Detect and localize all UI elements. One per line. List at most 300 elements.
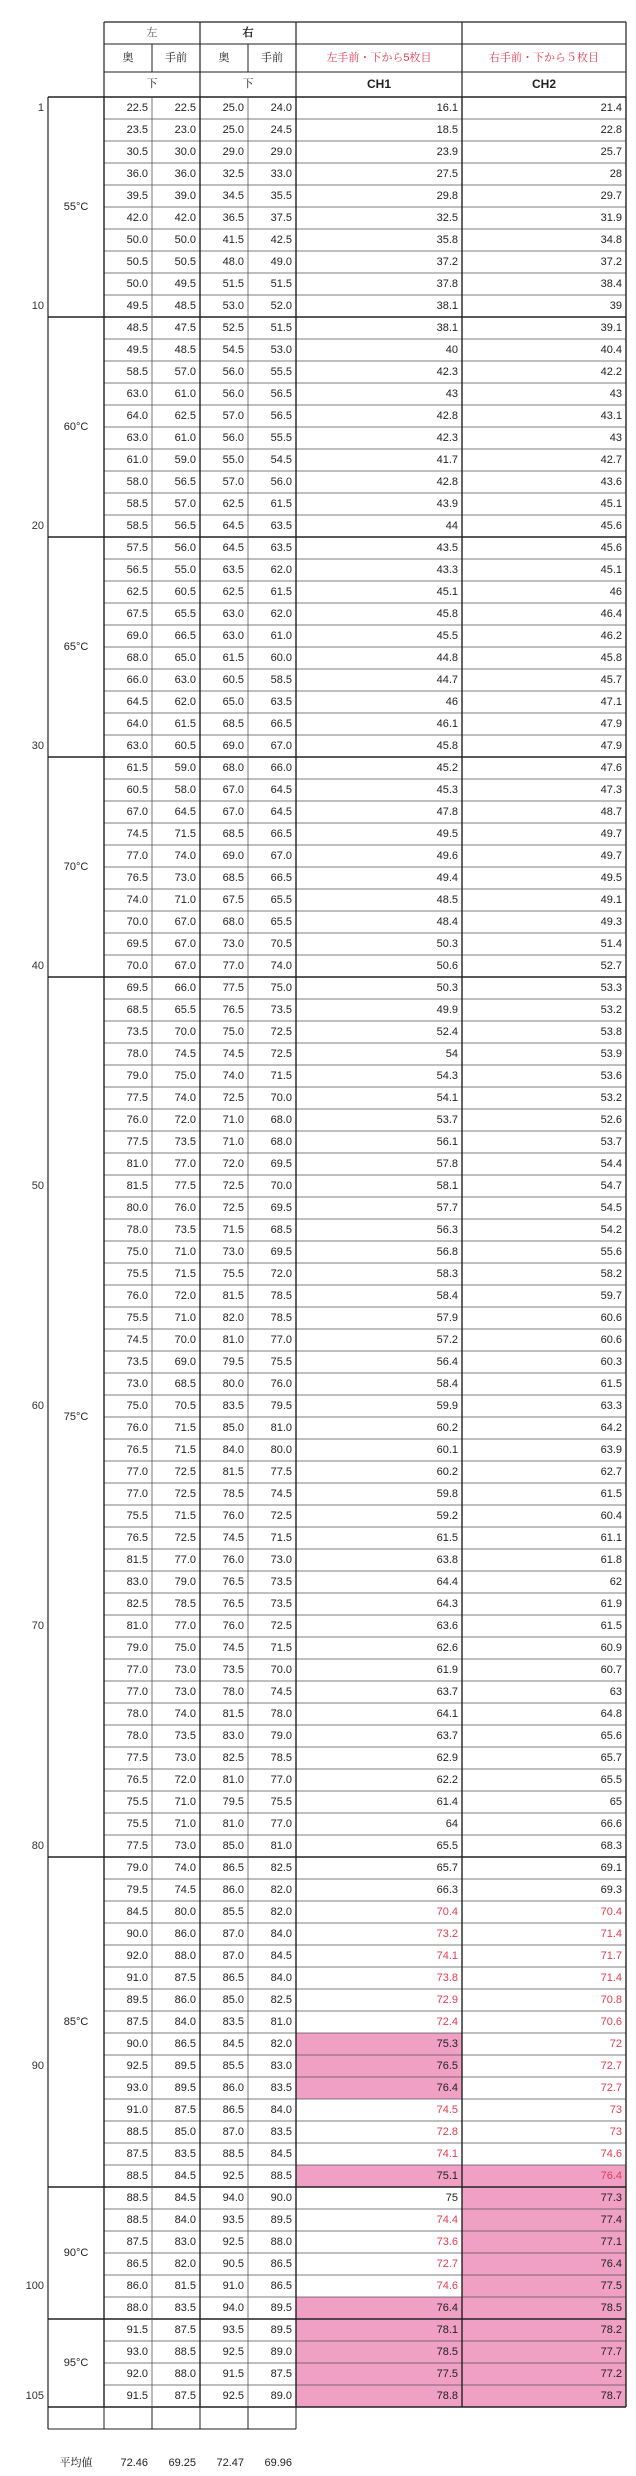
right-lower-label: 下 — [242, 78, 254, 90]
left-back-cell: 64.0 — [126, 718, 148, 730]
left-back-cell: 88.5 — [126, 2126, 148, 2138]
left-front-cell: 42.0 — [174, 212, 196, 224]
ch1-cell: 61.9 — [436, 1664, 458, 1676]
ch2-cell: 45.6 — [600, 520, 622, 532]
right-front-cell: 87.5 — [270, 2368, 292, 2380]
left-front-cell: 73.0 — [174, 1664, 196, 1676]
right-back-cell: 85.0 — [222, 1422, 244, 1434]
left-front-cell: 71.5 — [174, 828, 196, 840]
ch2-cell: 31.9 — [600, 212, 622, 224]
left-desc-label: 左手前・下から5枚目 — [326, 52, 432, 64]
left-front-cell: 75.0 — [174, 1642, 196, 1654]
ch1-cell: 57.7 — [436, 1202, 458, 1214]
right-front-cell: 84.5 — [270, 1950, 292, 1962]
right-front-cell: 81.0 — [270, 1422, 292, 1434]
left-back-cell: 50.0 — [126, 234, 148, 246]
right-back-cell: 93.5 — [222, 2324, 244, 2336]
right-back-cell: 88.5 — [222, 2148, 244, 2160]
right-back-cell: 72.5 — [222, 1092, 244, 1104]
left-back-cell: 36.0 — [126, 168, 148, 180]
left-front-cell: 70.5 — [174, 1400, 196, 1412]
left-back-cell: 76.0 — [126, 1422, 148, 1434]
ch2-cell: 54.7 — [600, 1180, 622, 1192]
average-left-front: 69.25 — [168, 2457, 196, 2469]
left-front-cell: 49.5 — [174, 278, 196, 290]
left-front-cell: 62.5 — [174, 410, 196, 422]
left-back-cell: 70.0 — [126, 916, 148, 928]
ch1-cell: 58.3 — [436, 1268, 458, 1280]
ch1-cell: 57.2 — [436, 1334, 458, 1346]
right-back-cell: 32.5 — [222, 168, 244, 180]
right-front-cell: 82.0 — [270, 1906, 292, 1918]
left-front-cell: 50.5 — [174, 256, 196, 268]
left-back-cell: 78.0 — [126, 1730, 148, 1742]
right-front-cell: 66.5 — [270, 718, 292, 730]
left-back-cell: 81.5 — [126, 1554, 148, 1566]
left-front-cell: 84.5 — [174, 2170, 196, 2182]
left-front-cell: 59.0 — [174, 454, 196, 466]
left-front-cell: 83.5 — [174, 2302, 196, 2314]
left-back-cell: 69.0 — [126, 630, 148, 642]
right-front-cell: 81.0 — [270, 1840, 292, 1852]
row-number: 80 — [31, 1840, 44, 1852]
left-front-cell: 71.5 — [174, 1444, 196, 1456]
left-back-cell: 78.0 — [126, 1224, 148, 1236]
ch2-cell: 70.4 — [600, 1906, 622, 1918]
left-back-cell: 42.0 — [126, 212, 148, 224]
ch1-cell: 16.1 — [436, 102, 458, 114]
left-back-cell: 90.0 — [126, 1928, 148, 1940]
ch2-cell: 62.7 — [600, 1466, 622, 1478]
ch2-cell: 53.8 — [600, 1026, 622, 1038]
ch1-cell: 60.1 — [436, 1444, 458, 1456]
ch2-cell: 77.3 — [462, 2187, 626, 2209]
left-back-cell: 69.5 — [126, 938, 148, 950]
ch1-cell: 61.4 — [436, 1796, 458, 1808]
left-front-cell: 86.0 — [174, 1994, 196, 2006]
ch1-cell: 77.5 — [296, 2363, 462, 2385]
ch2-cell: 78.7 — [462, 2385, 626, 2407]
left-front-cell: 61.5 — [174, 718, 196, 730]
right-back-cell: 74.0 — [222, 1070, 244, 1082]
ch1-cell: 74.1 — [436, 2148, 458, 2160]
right-label: 右 — [242, 27, 254, 39]
right-front-cell: 81.0 — [270, 2016, 292, 2028]
right-front-cell: 90.0 — [270, 2192, 292, 2204]
left-front-cell: 79.0 — [174, 1576, 196, 1588]
left-back-cell: 75.5 — [126, 1510, 148, 1522]
left-front-cell: 71.5 — [174, 1510, 196, 1522]
left-front-cell: 56.0 — [174, 542, 196, 554]
ch2-cell: 45.1 — [600, 498, 622, 510]
left-front-cell: 57.0 — [174, 498, 196, 510]
ch2-cell: 76.4 — [462, 2253, 626, 2275]
ch1-cell: 43.3 — [436, 564, 458, 576]
left-front-cell: 87.5 — [174, 1972, 196, 1984]
right-back-cell: 74.5 — [222, 1048, 244, 1060]
ch1-cell: 78.5 — [296, 2341, 462, 2363]
ch2-cell: 60.6 — [600, 1312, 622, 1324]
right-front-cell: 72.5 — [270, 1026, 292, 1038]
ch1-cell: 61.5 — [436, 1532, 458, 1544]
temperature-group-label: 70°C — [63, 861, 89, 873]
ch2-cell: 43 — [609, 388, 622, 400]
left-back-cell: 75.5 — [126, 1818, 148, 1830]
ch2-cell: 73 — [609, 2104, 622, 2116]
left-front-cell: 55.0 — [174, 564, 196, 576]
right-front-cell: 62.0 — [270, 564, 292, 576]
right-front-cell: 58.5 — [270, 674, 292, 686]
ch2-cell: 71.4 — [600, 1928, 622, 1940]
right-front-cell: 56.0 — [270, 476, 292, 488]
ch1-cell: 37.2 — [436, 256, 458, 268]
ch2-cell: 53.6 — [600, 1070, 622, 1082]
right-front-cell: 74.5 — [270, 1488, 292, 1500]
temperature-group-label: 90°C — [63, 2247, 89, 2259]
left-back-cell: 70.0 — [126, 960, 148, 972]
ch1-cell: 56.8 — [436, 1246, 458, 1258]
right-front-cell: 42.5 — [270, 234, 292, 246]
right-front-cell: 73.0 — [270, 1554, 292, 1566]
ch2-cell: 40.4 — [600, 344, 622, 356]
ch2-cell: 21.4 — [600, 102, 622, 114]
ch2-cell: 49.3 — [600, 916, 622, 928]
left-front-cell: 80.0 — [174, 1906, 196, 1918]
ch2-cell: 62 — [609, 1576, 622, 1588]
right-front-label: 手前 — [261, 52, 283, 64]
left-back-cell: 77.0 — [126, 1488, 148, 1500]
ch1-cell: 65.7 — [436, 1862, 458, 1874]
left-back-cell: 74.5 — [126, 828, 148, 840]
left-back-cell: 91.0 — [126, 2104, 148, 2116]
right-front-cell: 82.0 — [270, 2038, 292, 2050]
right-back-cell: 85.5 — [222, 2060, 244, 2072]
ch2-cell: 53.2 — [600, 1092, 622, 1104]
right-front-cell: 54.5 — [270, 454, 292, 466]
left-front-cell: 62.0 — [174, 696, 196, 708]
ch1-cell: 37.8 — [436, 278, 458, 290]
right-back-cell: 85.0 — [222, 1994, 244, 2006]
left-front-cell: 71.0 — [174, 1818, 196, 1830]
right-back-cell: 71.0 — [222, 1136, 244, 1148]
ch1-cell: 47.8 — [436, 806, 458, 818]
ch2-cell: 60.9 — [600, 1642, 622, 1654]
left-back-cell: 73.5 — [126, 1026, 148, 1038]
left-front-label: 手前 — [165, 52, 187, 64]
left-front-cell: 77.0 — [174, 1158, 196, 1170]
left-back-cell: 68.5 — [126, 1004, 148, 1016]
ch1-cell: 58.1 — [436, 1180, 458, 1192]
left-back-cell: 93.0 — [126, 2346, 148, 2358]
ch1-cell: 59.8 — [436, 1488, 458, 1500]
right-front-cell: 79.0 — [270, 1730, 292, 1742]
left-back-cell: 86.0 — [126, 2280, 148, 2292]
average-label: 平均値 — [59, 2457, 93, 2469]
right-front-cell: 69.5 — [270, 1246, 292, 1258]
right-front-cell: 84.0 — [270, 1972, 292, 1984]
right-front-cell: 88.0 — [270, 2236, 292, 2248]
left-back-cell: 88.0 — [126, 2302, 148, 2314]
left-back-cell: 75.5 — [126, 1268, 148, 1280]
ch1-cell: 35.8 — [436, 234, 458, 246]
right-front-cell: 51.5 — [270, 322, 292, 334]
left-back-cell: 81.5 — [126, 1180, 148, 1192]
ch2-cell: 76.4 — [462, 2165, 626, 2187]
left-front-cell: 84.0 — [174, 2016, 196, 2028]
ch1-cell: 57.8 — [436, 1158, 458, 1170]
right-back-cell: 71.5 — [222, 1224, 244, 1236]
ch1-cell: 64.4 — [436, 1576, 458, 1588]
left-front-cell: 83.5 — [174, 2148, 196, 2160]
left-back-cell: 79.0 — [126, 1862, 148, 1874]
ch1-cell: 72.7 — [436, 2258, 458, 2270]
right-front-cell: 51.5 — [270, 278, 292, 290]
right-front-cell: 63.5 — [270, 696, 292, 708]
ch1-cell: 74.1 — [436, 1950, 458, 1962]
right-front-cell: 89.5 — [270, 2324, 292, 2336]
right-front-cell: 77.0 — [270, 1774, 292, 1786]
right-front-cell: 49.0 — [270, 256, 292, 268]
right-front-cell: 68.5 — [270, 1224, 292, 1236]
row-number: 70 — [31, 1620, 44, 1632]
ch2-cell: 72.7 — [600, 2082, 622, 2094]
right-front-cell: 84.0 — [270, 1928, 292, 1940]
right-front-cell: 70.0 — [270, 1180, 292, 1192]
right-back-label: 奥 — [218, 52, 230, 64]
left-back-cell: 76.0 — [126, 1114, 148, 1126]
ch1-cell: 45.3 — [436, 784, 458, 796]
left-front-cell: 60.5 — [174, 586, 196, 598]
right-back-cell: 74.5 — [222, 1642, 244, 1654]
left-back-cell: 75.5 — [126, 1312, 148, 1324]
left-back-cell: 83.0 — [126, 1576, 148, 1588]
right-desc-label: 右手前・下から５枚目 — [489, 52, 599, 64]
ch2-cell: 53.9 — [600, 1048, 622, 1060]
ch2-cell: 51.4 — [600, 938, 622, 950]
right-front-cell: 75.5 — [270, 1356, 292, 1368]
left-back-cell: 67.0 — [126, 806, 148, 818]
left-back-cell: 76.0 — [126, 1290, 148, 1302]
ch1-cell: 75 — [445, 2192, 458, 2204]
ch2-cell: 49.1 — [600, 894, 622, 906]
right-front-cell: 75.5 — [270, 1796, 292, 1808]
average-left-back: 72.46 — [120, 2457, 148, 2469]
right-back-cell: 81.0 — [222, 1774, 244, 1786]
right-back-cell: 84.5 — [222, 2038, 244, 2050]
right-back-cell: 54.5 — [222, 344, 244, 356]
right-front-cell: 76.0 — [270, 1378, 292, 1390]
right-back-cell: 25.0 — [222, 124, 244, 136]
right-front-cell: 79.5 — [270, 1400, 292, 1412]
left-front-cell: 84.5 — [174, 2192, 196, 2204]
right-back-cell: 76.0 — [222, 1554, 244, 1566]
ch1-cell: 60.2 — [436, 1466, 458, 1478]
right-back-cell: 55.0 — [222, 454, 244, 466]
left-front-cell: 86.0 — [174, 1928, 196, 1940]
row-number: 20 — [31, 520, 44, 532]
right-back-cell: 87.0 — [222, 1928, 244, 1940]
right-front-cell: 24.5 — [270, 124, 292, 136]
ch2-cell: 64.8 — [600, 1708, 622, 1720]
ch1-cell: 44 — [445, 520, 458, 532]
right-back-cell: 92.5 — [222, 2236, 244, 2248]
right-back-cell: 64.5 — [222, 542, 244, 554]
temperature-group-label: 65°C — [63, 641, 89, 653]
left-front-cell: 48.5 — [174, 344, 196, 356]
row-number: 30 — [31, 740, 44, 752]
row-number: 100 — [25, 2280, 44, 2292]
left-front-cell: 57.0 — [174, 366, 196, 378]
ch2-cell: 64.2 — [600, 1422, 622, 1434]
ch1-cell: 50.6 — [436, 960, 458, 972]
left-front-cell: 78.5 — [174, 1598, 196, 1610]
left-back-cell: 91.5 — [126, 2390, 148, 2402]
left-back-cell: 75.5 — [126, 1796, 148, 1808]
ch2-cell: 45.8 — [600, 652, 622, 664]
left-back-cell: 67.5 — [126, 608, 148, 620]
right-back-cell: 75.0 — [222, 1026, 244, 1038]
left-back-cell: 87.5 — [126, 2148, 148, 2160]
ch2-cell: 72 — [609, 2038, 622, 2050]
left-front-cell: 73.5 — [174, 1136, 196, 1148]
ch2-cell: 65.6 — [600, 1730, 622, 1742]
left-front-cell: 82.0 — [174, 2258, 196, 2270]
left-back-cell: 79.5 — [126, 1884, 148, 1896]
ch1-cell: 45.2 — [436, 762, 458, 774]
right-back-cell: 62.5 — [222, 498, 244, 510]
left-back-cell: 48.5 — [126, 322, 148, 334]
left-front-cell: 71.5 — [174, 1422, 196, 1434]
right-front-cell: 61.5 — [270, 586, 292, 598]
right-front-cell: 83.5 — [270, 2126, 292, 2138]
left-back-cell: 92.0 — [126, 2368, 148, 2380]
ch1-cell: 42.3 — [436, 366, 458, 378]
ch1-cell: 64.1 — [436, 1708, 458, 1720]
right-back-cell: 82.0 — [222, 1312, 244, 1324]
left-front-cell: 73.0 — [174, 872, 196, 884]
left-front-cell: 69.0 — [174, 1356, 196, 1368]
ch1-cell: 73.6 — [436, 2236, 458, 2248]
row-number: 1 — [37, 102, 44, 114]
right-back-cell: 94.0 — [222, 2302, 244, 2314]
left-front-cell: 64.5 — [174, 806, 196, 818]
left-back-cell: 76.5 — [126, 1532, 148, 1544]
left-front-cell: 70.0 — [174, 1334, 196, 1346]
ch1-cell: 76.5 — [296, 2055, 462, 2077]
right-front-cell: 83.5 — [270, 2082, 292, 2094]
right-back-cell: 94.0 — [222, 2192, 244, 2204]
temperature-group-label: 55°C — [63, 201, 89, 213]
ch2-cell: 22.8 — [600, 124, 622, 136]
right-back-cell: 56.0 — [222, 366, 244, 378]
right-back-cell: 92.5 — [222, 2390, 244, 2402]
left-front-cell: 59.0 — [174, 762, 196, 774]
right-back-cell: 86.5 — [222, 2104, 244, 2116]
ch1-cell: 63.6 — [436, 1620, 458, 1632]
ch1-cell: 58.4 — [436, 1378, 458, 1390]
left-front-cell: 23.0 — [174, 124, 196, 136]
left-back-cell: 87.5 — [126, 2236, 148, 2248]
ch2-cell: 69.1 — [600, 1862, 622, 1874]
right-back-cell: 81.5 — [222, 1708, 244, 1720]
right-back-cell: 65.0 — [222, 696, 244, 708]
ch1-cell: 49.4 — [436, 872, 458, 884]
left-front-cell: 65.0 — [174, 652, 196, 664]
ch2-cell: 60.3 — [600, 1356, 622, 1368]
right-front-cell: 75.0 — [270, 982, 292, 994]
left-back-cell: 50.5 — [126, 256, 148, 268]
ch2-cell: 61.5 — [600, 1620, 622, 1632]
right-back-cell: 67.0 — [222, 806, 244, 818]
right-back-cell: 85.5 — [222, 1906, 244, 1918]
left-back-cell: 80.0 — [126, 1202, 148, 1214]
right-back-cell: 61.5 — [222, 652, 244, 664]
ch1-cell: 56.3 — [436, 1224, 458, 1236]
left-front-cell: 22.5 — [174, 102, 196, 114]
ch2-cell: 34.8 — [600, 234, 622, 246]
right-front-cell: 66.5 — [270, 872, 292, 884]
left-back-cell: 75.0 — [126, 1400, 148, 1412]
ch1-cell: 44.7 — [436, 674, 458, 686]
right-front-cell: 24.0 — [270, 102, 292, 114]
right-back-cell: 80.0 — [222, 1378, 244, 1390]
left-front-cell: 65.5 — [174, 608, 196, 620]
ch2-cell: 53.3 — [600, 982, 622, 994]
left-front-cell: 73.5 — [174, 1730, 196, 1742]
right-front-cell: 73.5 — [270, 1598, 292, 1610]
left-front-cell: 74.0 — [174, 850, 196, 862]
right-back-cell: 68.0 — [222, 762, 244, 774]
ch2-cell: 77.1 — [462, 2231, 626, 2253]
ch1-cell: 56.4 — [436, 1356, 458, 1368]
ch2-cell: 43.6 — [600, 476, 622, 488]
right-back-cell: 87.0 — [222, 2126, 244, 2138]
right-back-cell: 81.0 — [222, 1818, 244, 1830]
ch1-cell: 43.9 — [436, 498, 458, 510]
left-back-cell: 73.5 — [126, 1356, 148, 1368]
left-back-cell: 64.0 — [126, 410, 148, 422]
right-front-cell: 71.5 — [270, 1642, 292, 1654]
left-back-cell: 77.0 — [126, 850, 148, 862]
ch1-cell: 62.9 — [436, 1752, 458, 1764]
left-front-cell: 63.0 — [174, 674, 196, 686]
row-number: 50 — [31, 1180, 44, 1192]
ch1-header: CH1 — [366, 77, 391, 91]
left-front-cell: 68.5 — [174, 1378, 196, 1390]
ch1-cell: 54.1 — [436, 1092, 458, 1104]
left-back-cell: 23.5 — [126, 124, 148, 136]
ch1-cell: 44.8 — [436, 652, 458, 664]
right-back-cell: 48.0 — [222, 256, 244, 268]
left-front-cell: 67.0 — [174, 960, 196, 972]
right-front-cell: 78.5 — [270, 1312, 292, 1324]
row-number: 10 — [31, 300, 44, 312]
ch1-cell: 42.8 — [436, 476, 458, 488]
ch1-cell: 53.7 — [436, 1114, 458, 1126]
ch2-cell: 60.6 — [600, 1334, 622, 1346]
left-back-cell: 63.0 — [126, 432, 148, 444]
ch1-cell: 62.2 — [436, 1774, 458, 1786]
ch2-cell: 42.7 — [600, 454, 622, 466]
right-back-cell: 68.5 — [222, 828, 244, 840]
left-front-cell: 39.0 — [174, 190, 196, 202]
right-back-cell: 73.0 — [222, 1246, 244, 1258]
right-front-cell: 82.0 — [270, 1884, 292, 1896]
left-back-cell: 90.0 — [126, 2038, 148, 2050]
ch1-cell: 49.6 — [436, 850, 458, 862]
left-front-cell: 73.0 — [174, 1686, 196, 1698]
left-front-cell: 47.5 — [174, 322, 196, 334]
